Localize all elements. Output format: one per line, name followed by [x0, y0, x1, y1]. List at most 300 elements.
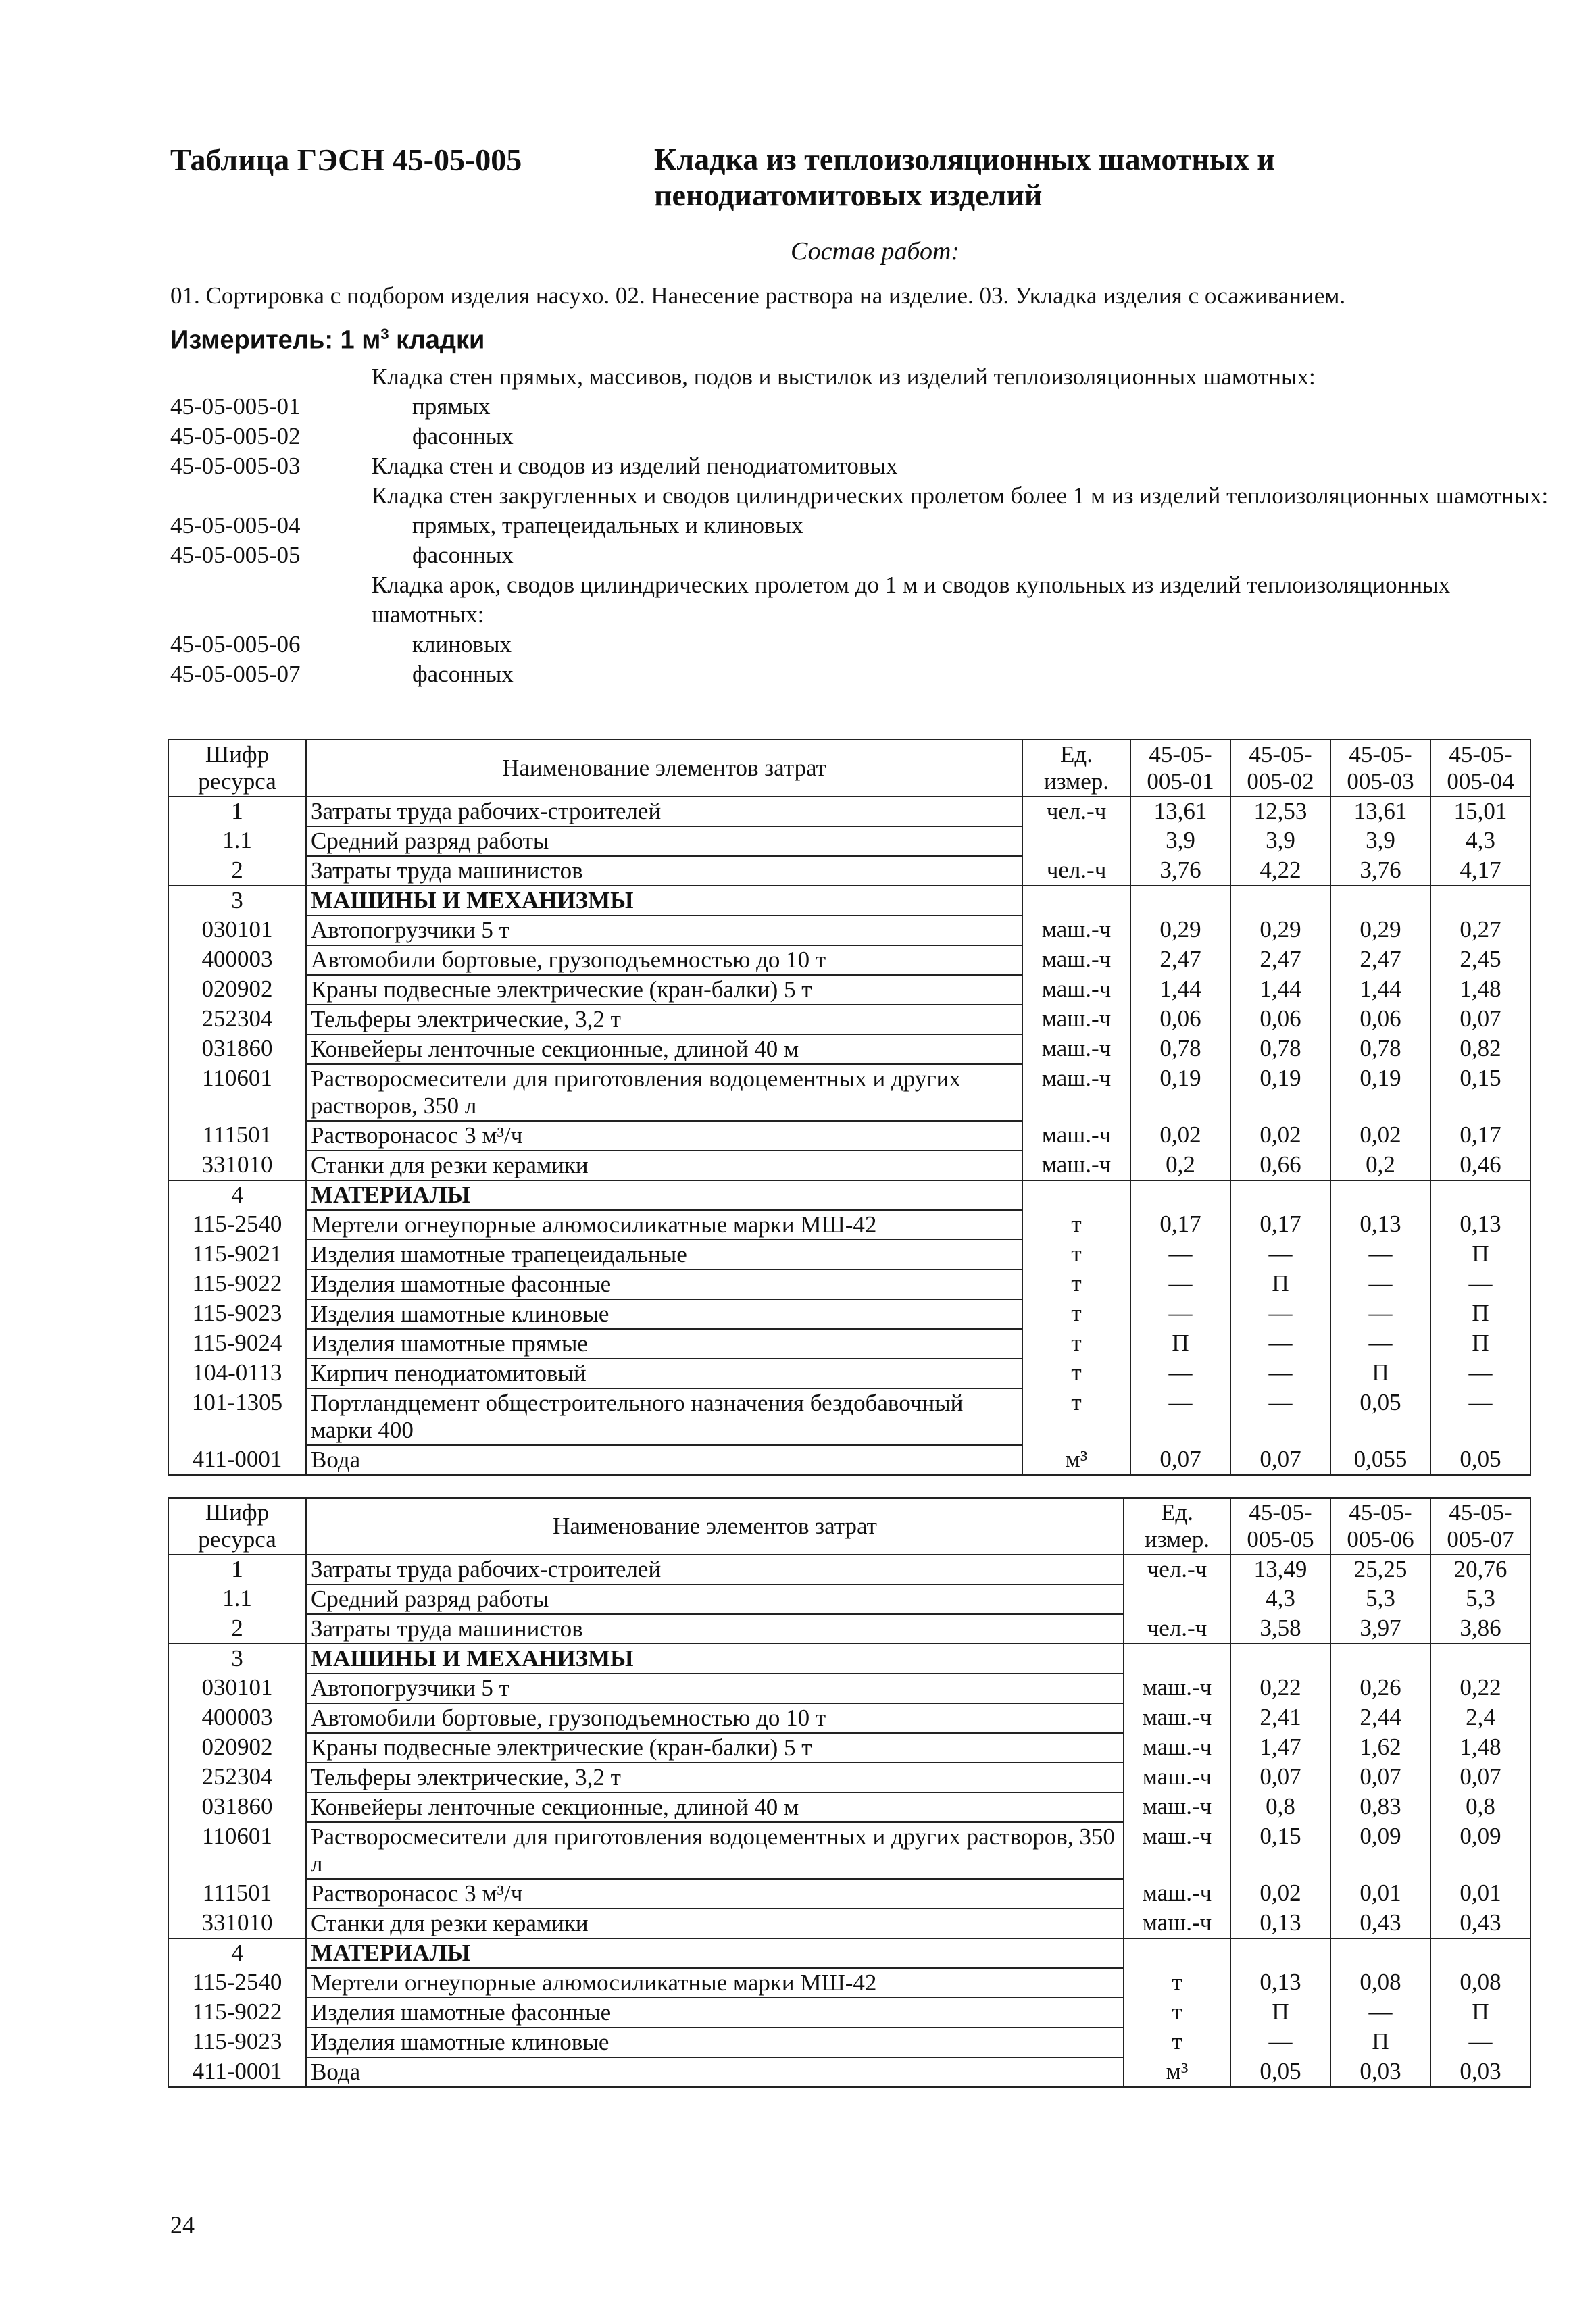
table-row: [168, 975, 1530, 1005]
norm-description: Кладка стен прямых, массивов, подов и выстилок из изделий теплоизоляционных шамотных:: [372, 363, 1316, 390]
table-title: Кладка из теплоизоляционных шамотных и пенодиатомитовых изделий: [654, 142, 1275, 212]
resource-value: 0,13: [1330, 1210, 1430, 1240]
resource-unit: маш.-ч: [1022, 1151, 1130, 1180]
resource-value: 0,055: [1330, 1445, 1430, 1475]
resource-code: 115-9022: [168, 1998, 306, 2028]
resource-code: 1: [168, 1555, 306, 1584]
header-unit: Ед. измер.: [1022, 740, 1130, 797]
resource-value: —: [1130, 1269, 1230, 1299]
resource-value: 13,49: [1230, 1555, 1330, 1584]
resource-name: Изделия шамотные фасонные: [306, 1269, 1022, 1299]
resource-value: [1330, 1644, 1430, 1674]
measure-label: Измеритель: 1 м: [170, 326, 381, 355]
table-row: [168, 1998, 1530, 2028]
resource-code: 400003: [168, 1703, 306, 1733]
resource-value: П: [1230, 1998, 1330, 2028]
resource-value: 0,15: [1230, 1822, 1330, 1879]
table-code-title: Таблица ГЭСН 45-05-005: [170, 143, 522, 177]
table-row: [168, 1210, 1530, 1240]
resource-unit: маш.-ч: [1022, 945, 1130, 975]
header-code: Шифр ресурса: [168, 1498, 306, 1555]
resource-unit: маш.-ч: [1022, 915, 1130, 945]
resource-unit: [1022, 826, 1130, 856]
resource-name: Затраты труда рабочих-строителей: [306, 1555, 1124, 1584]
table-row: [168, 1968, 1530, 1998]
resource-value: 0,07: [1130, 1445, 1230, 1475]
resource-unit: маш.-ч: [1022, 1121, 1130, 1151]
resource-value: 0,78: [1230, 1034, 1330, 1064]
resource-name: Затраты труда машинистов: [306, 1614, 1124, 1644]
header-col: 45-05-005-05: [1230, 1498, 1330, 1555]
resource-value: —: [1230, 1329, 1330, 1359]
resource-code: 115-2540: [168, 1210, 306, 1240]
table-row: [168, 1240, 1530, 1269]
resource-value: 0,13: [1430, 1210, 1530, 1240]
resource-unit: маш.-ч: [1022, 1034, 1130, 1064]
resource-code: 411-0001: [168, 1445, 306, 1475]
resource-unit: чел.-ч: [1124, 1555, 1230, 1584]
norm-code: 45-05-005-07: [170, 661, 301, 687]
resource-value: 0,46: [1430, 1151, 1530, 1180]
resource-value: П: [1230, 1269, 1330, 1299]
resource-value: 0,09: [1330, 1822, 1430, 1879]
description-row: [170, 392, 1562, 422]
resource-name: МАШИНЫ И МЕХАНИЗМЫ: [306, 1644, 1124, 1674]
table-row: [168, 1674, 1530, 1703]
norm-description: фасонных: [412, 542, 514, 568]
resource-value: 0,07: [1430, 1763, 1530, 1792]
resource-name: Затраты труда рабочих-строителей: [306, 797, 1022, 826]
resource-code: 1.1: [168, 826, 306, 856]
resource-code: 252304: [168, 1005, 306, 1034]
table-row: [168, 1792, 1530, 1822]
resource-value: [1430, 1180, 1530, 1210]
resource-name: Краны подвесные электрические (кран-балки) 5 т: [306, 1733, 1124, 1763]
resource-code: 2: [168, 856, 306, 886]
description-row: [170, 481, 1562, 511]
resource-code: 252304: [168, 1763, 306, 1792]
resource-value: —: [1230, 1388, 1330, 1445]
resource-unit: т: [1022, 1269, 1130, 1299]
table-row: [168, 1614, 1530, 1644]
header-code: Шифр ресурса: [168, 740, 306, 797]
norm-code: 45-05-005-04: [170, 512, 301, 538]
resource-code: 115-9022: [168, 1269, 306, 1299]
resource-value: 0,07: [1230, 1763, 1330, 1792]
table-header: [168, 1498, 1530, 1555]
norm-description: Кладка стен и сводов из изделий пенодиатомитовых: [372, 453, 898, 479]
resource-value: 0,17: [1130, 1210, 1230, 1240]
header-col: 45-05-005-04: [1430, 740, 1530, 797]
resource-code: 104-0113: [168, 1359, 306, 1388]
table-row: [168, 1879, 1530, 1909]
header-col: 45-05-005-02: [1230, 740, 1330, 797]
resource-unit: маш.-ч: [1124, 1822, 1230, 1879]
resource-value: П: [1430, 1240, 1530, 1269]
measure-unit: [170, 326, 484, 355]
resource-value: 0,19: [1130, 1064, 1230, 1121]
norm-code: 45-05-005-01: [170, 393, 301, 420]
resource-unit: чел.-ч: [1124, 1614, 1230, 1644]
resource-value: 1,48: [1430, 975, 1530, 1005]
resource-code: 331010: [168, 1151, 306, 1180]
resource-value: 2,45: [1430, 945, 1530, 975]
resource-name: Растворонасос 3 м³/ч: [306, 1879, 1124, 1909]
description-row: [170, 362, 1562, 392]
resource-name: Изделия шамотные клиновые: [306, 2028, 1124, 2057]
norm-description: Кладка стен закругленных и сводов цилиндрических пролетом более 1 м из изделий теплоизоляционных шамотных:: [372, 482, 1549, 509]
resource-code: 411-0001: [168, 2057, 306, 2087]
resource-name: МАТЕРИАЛЫ: [306, 1180, 1022, 1210]
resource-code: 1: [168, 797, 306, 826]
resource-value: —: [1430, 1388, 1530, 1445]
resource-code: 4: [168, 1938, 306, 1968]
table-row: [168, 2028, 1530, 2057]
resource-code: 111501: [168, 1121, 306, 1151]
resource-value: 2,4: [1430, 1703, 1530, 1733]
resource-unit: т: [1022, 1329, 1130, 1359]
resource-value: П: [1130, 1329, 1230, 1359]
resource-name: Тельферы электрические, 3,2 т: [306, 1005, 1022, 1034]
resource-value: [1230, 1644, 1330, 1674]
resource-name: Растворосмесители для приготовления водоцементных и других растворов, 350 л: [306, 1064, 1022, 1121]
resource-value: П: [1330, 1359, 1430, 1388]
resource-name: Вода: [306, 2057, 1124, 2087]
resource-unit: маш.-ч: [1124, 1674, 1230, 1703]
resource-value: —: [1430, 2028, 1530, 2057]
resource-name: Мертели огнеупорные алюмосиликатные марки МШ-42: [306, 1968, 1124, 1998]
resource-unit: [1124, 1644, 1230, 1674]
resource-value: 3,76: [1130, 856, 1230, 886]
header-col: 45-05-005-07: [1430, 1498, 1530, 1555]
resource-value: П: [1330, 2028, 1430, 2057]
resource-value: 0,8: [1230, 1792, 1330, 1822]
resource-unit: т: [1022, 1359, 1130, 1388]
resource-value: 0,01: [1430, 1879, 1530, 1909]
norm-description: Кладка арок, сводов цилиндрических пролетом до 1 м и сводов купольных из изделий теплоизоляционных шамотных:: [372, 572, 1451, 628]
resource-value: 3,9: [1330, 826, 1430, 856]
table-row: [168, 1555, 1530, 1584]
table-row: [168, 1151, 1530, 1180]
resource-code: 031860: [168, 1034, 306, 1064]
table-row: [168, 1763, 1530, 1792]
resource-value: 0,2: [1130, 1151, 1230, 1180]
table-row: [168, 1445, 1530, 1475]
table-row: [168, 1644, 1530, 1674]
resource-value: 2,44: [1330, 1703, 1430, 1733]
resource-unit: чел.-ч: [1022, 797, 1130, 826]
measure-sup: 3: [380, 326, 389, 343]
resource-value: 1,44: [1330, 975, 1430, 1005]
resource-unit: м³: [1124, 2057, 1230, 2087]
resource-name: МАШИНЫ И МЕХАНИЗМЫ: [306, 886, 1022, 915]
resource-value: 0,02: [1330, 1121, 1430, 1151]
resource-code: 115-9024: [168, 1329, 306, 1359]
resource-value: 0,17: [1430, 1121, 1530, 1151]
norm-description: прямых: [412, 393, 491, 420]
resource-code: 4: [168, 1180, 306, 1210]
table-row: [168, 826, 1530, 856]
resource-value: 1,48: [1430, 1733, 1530, 1763]
description-row: [170, 511, 1562, 540]
resource-value: 0,26: [1330, 1674, 1430, 1703]
resource-value: 0,29: [1130, 915, 1230, 945]
work-operations: 01. Сортировка с подбором изделия насухо. 02. Нанесение раствора на изделие. 03. Укладка изделия с осаживанием.: [170, 282, 1346, 309]
resource-value: 0,08: [1430, 1968, 1530, 1998]
resource-name: Краны подвесные электрические (кран-балки) 5 т: [306, 975, 1022, 1005]
resource-value: 0,07: [1230, 1445, 1330, 1475]
resource-code: 1.1: [168, 1584, 306, 1614]
resource-value: —: [1130, 1240, 1230, 1269]
table-row: [168, 886, 1530, 915]
table-row: [168, 1180, 1530, 1210]
resource-value: 0,07: [1430, 1005, 1530, 1034]
norm-description: клиновых: [412, 631, 512, 657]
resource-unit: [1022, 886, 1130, 915]
resource-value: 13,61: [1130, 797, 1230, 826]
resource-value: —: [1230, 2028, 1330, 2057]
resource-value: —: [1430, 1269, 1530, 1299]
resource-table-1: [168, 739, 1531, 1476]
resource-unit: т: [1124, 1968, 1230, 1998]
resource-table-2: [168, 1497, 1531, 2088]
resource-value: —: [1230, 1299, 1330, 1329]
resource-name: Конвейеры ленточные секционные, длиной 40 м: [306, 1034, 1022, 1064]
resource-name: Автомобили бортовые, грузоподъемностью до 10 т: [306, 1703, 1124, 1733]
resource-value: П: [1430, 1998, 1530, 2028]
resource-value: 3,58: [1230, 1614, 1330, 1644]
description-row: [170, 570, 1562, 630]
resource-name: Изделия шамотные трапецеидальные: [306, 1240, 1022, 1269]
resource-value: 0,13: [1230, 1968, 1330, 1998]
resource-unit: маш.-ч: [1124, 1763, 1230, 1792]
resource-value: 2,47: [1330, 945, 1430, 975]
resource-value: 5,3: [1330, 1584, 1430, 1614]
resource-unit: [1022, 1180, 1130, 1210]
resource-value: [1130, 1180, 1230, 1210]
resource-value: 0,27: [1430, 915, 1530, 945]
table-row: [168, 1733, 1530, 1763]
resource-unit: т: [1022, 1210, 1130, 1240]
resource-value: 0,06: [1330, 1005, 1430, 1034]
norm-code: 45-05-005-03: [170, 453, 301, 479]
resource-code: 030101: [168, 1674, 306, 1703]
table-row: [168, 1584, 1530, 1614]
resource-name: МАТЕРИАЛЫ: [306, 1938, 1124, 1968]
resource-name: Изделия шамотные фасонные: [306, 1998, 1124, 2028]
resource-value: 0,17: [1230, 1210, 1330, 1240]
resource-name: Портландцемент общестроительного назначения бездобавочный марки 400: [306, 1388, 1022, 1445]
resource-name: Изделия шамотные прямые: [306, 1329, 1022, 1359]
resource-value: [1230, 1180, 1330, 1210]
resource-value: 0,05: [1430, 1445, 1530, 1475]
resource-value: 1,62: [1330, 1733, 1430, 1763]
resource-value: 0,05: [1230, 2057, 1330, 2087]
resource-unit: маш.-ч: [1124, 1733, 1230, 1763]
resource-value: [1130, 886, 1230, 915]
table-row: [168, 1329, 1530, 1359]
description-row: [170, 451, 1562, 481]
header-col: 45-05-005-01: [1130, 740, 1230, 797]
resource-value: 0,01: [1330, 1879, 1430, 1909]
resource-unit: чел.-ч: [1022, 856, 1130, 886]
table-row: [168, 797, 1530, 826]
resource-value: 0,13: [1230, 1909, 1330, 1938]
resource-value: 0,02: [1230, 1879, 1330, 1909]
resource-value: 0,8: [1430, 1792, 1530, 1822]
resource-value: 0,2: [1330, 1151, 1430, 1180]
resource-code: 111501: [168, 1879, 306, 1909]
resource-value: —: [1330, 1299, 1430, 1329]
resource-value: 0,78: [1130, 1034, 1230, 1064]
resource-unit: маш.-ч: [1124, 1909, 1230, 1938]
resource-value: 20,76: [1430, 1555, 1530, 1584]
measure-tail: кладки: [389, 326, 485, 355]
description-row: [170, 659, 1562, 689]
resource-value: —: [1330, 1329, 1430, 1359]
resource-code: 110601: [168, 1064, 306, 1121]
resource-code: 030101: [168, 915, 306, 945]
resource-code: 031860: [168, 1792, 306, 1822]
norm-description: фасонных: [412, 423, 514, 449]
work-composition-label: Состав работ:: [791, 237, 960, 266]
resource-unit: маш.-ч: [1124, 1879, 1230, 1909]
resource-code: 020902: [168, 1733, 306, 1763]
resource-value: 0,22: [1430, 1674, 1530, 1703]
table-row: [168, 1064, 1530, 1121]
resource-name: Мертели огнеупорные алюмосиликатные марки МШ-42: [306, 1210, 1022, 1240]
resource-value: 4,17: [1430, 856, 1530, 886]
table-row: [168, 1909, 1530, 1938]
resource-value: 0,43: [1430, 1909, 1530, 1938]
table-row: [168, 1299, 1530, 1329]
resource-value: [1230, 1938, 1330, 1968]
resource-value: —: [1230, 1359, 1330, 1388]
resource-unit: маш.-ч: [1022, 1064, 1130, 1121]
resource-value: 5,3: [1430, 1584, 1530, 1614]
resource-value: —: [1430, 1359, 1530, 1388]
resource-value: 0,22: [1230, 1674, 1330, 1703]
resource-unit: маш.-ч: [1124, 1792, 1230, 1822]
norm-code: 45-05-005-02: [170, 423, 301, 449]
resource-name: Станки для резки керамики: [306, 1151, 1022, 1180]
description-row: [170, 540, 1562, 570]
resource-value: 3,9: [1230, 826, 1330, 856]
resource-value: П: [1430, 1299, 1530, 1329]
resource-value: 0,06: [1130, 1005, 1230, 1034]
resource-value: [1230, 886, 1330, 915]
resource-name: Тельферы электрические, 3,2 т: [306, 1763, 1124, 1792]
resource-value: 2,47: [1130, 945, 1230, 975]
resource-value: 2,41: [1230, 1703, 1330, 1733]
resource-value: 0,07: [1330, 1763, 1430, 1792]
resource-code: 3: [168, 1644, 306, 1674]
resource-value: 3,86: [1430, 1614, 1530, 1644]
norm-description: фасонных: [412, 661, 514, 687]
resource-value: 3,9: [1130, 826, 1230, 856]
norm-code: [170, 570, 372, 630]
resource-value: 0,06: [1230, 1005, 1330, 1034]
resource-name: Автомобили бортовые, грузоподъемностью до 10 т: [306, 945, 1022, 975]
table-row: [168, 915, 1530, 945]
resource-value: 4,3: [1230, 1584, 1330, 1614]
resource-unit: т: [1124, 2028, 1230, 2057]
resource-name: Кирпич пенодиатомитовый: [306, 1359, 1022, 1388]
resource-code: 2: [168, 1614, 306, 1644]
description-row: [170, 422, 1562, 451]
page-number: 24: [170, 2211, 195, 2238]
resource-unit: м³: [1022, 1445, 1130, 1475]
resource-value: 1,44: [1130, 975, 1230, 1005]
resource-value: 0,03: [1330, 2057, 1430, 2087]
resource-value: 0,82: [1430, 1034, 1530, 1064]
resource-name: Средний разряд работы: [306, 826, 1022, 856]
norm-code: [170, 481, 372, 511]
table-row: [168, 1822, 1530, 1879]
resource-value: 2,47: [1230, 945, 1330, 975]
resource-value: 0,43: [1330, 1909, 1430, 1938]
table-row: [168, 1269, 1530, 1299]
resource-unit: маш.-ч: [1022, 1005, 1130, 1034]
resource-value: [1330, 1938, 1430, 1968]
resource-value: 15,01: [1430, 797, 1530, 826]
resource-value: [1430, 886, 1530, 915]
resource-value: 0,09: [1430, 1822, 1530, 1879]
resource-value: 0,03: [1430, 2057, 1530, 2087]
resource-unit: [1124, 1938, 1230, 1968]
table-row: [168, 1703, 1530, 1733]
table-row: [168, 856, 1530, 886]
resource-name: Растворосмесители для приготовления водоцементных и других растворов, 350 л: [306, 1822, 1124, 1879]
resource-unit: т: [1022, 1240, 1130, 1269]
resource-code: 110601: [168, 1822, 306, 1879]
resource-value: 13,61: [1330, 797, 1430, 826]
resource-value: 0,15: [1430, 1064, 1530, 1121]
resource-code: 331010: [168, 1909, 306, 1938]
resource-unit: маш.-ч: [1022, 975, 1130, 1005]
table-row: [168, 1938, 1530, 1968]
resource-value: 0,19: [1330, 1064, 1430, 1121]
resource-value: —: [1130, 1388, 1230, 1445]
resource-value: —: [1330, 1998, 1430, 2028]
table-row: [168, 1034, 1530, 1064]
resource-value: 4,22: [1230, 856, 1330, 886]
resource-value: 3,76: [1330, 856, 1430, 886]
resource-unit: т: [1022, 1299, 1130, 1329]
resource-value: 12,53: [1230, 797, 1330, 826]
resource-unit: т: [1124, 1998, 1230, 2028]
resource-name: Автопогрузчики 5 т: [306, 915, 1022, 945]
norm-code: [170, 362, 372, 392]
resource-value: —: [1130, 1359, 1230, 1388]
resource-value: 0,78: [1330, 1034, 1430, 1064]
resource-value: 0,29: [1330, 915, 1430, 945]
table-row: [168, 1121, 1530, 1151]
resource-unit: т: [1022, 1388, 1130, 1445]
header-unit: Ед. измер.: [1124, 1498, 1230, 1555]
resource-name: Изделия шамотные клиновые: [306, 1299, 1022, 1329]
resource-unit: [1124, 1584, 1230, 1614]
resource-value: 3,97: [1330, 1614, 1430, 1644]
resource-value: [1430, 1644, 1530, 1674]
resource-code: 115-9023: [168, 1299, 306, 1329]
resource-code: 115-9021: [168, 1240, 306, 1269]
resource-value: [1330, 886, 1430, 915]
resource-code: 115-9023: [168, 2028, 306, 2057]
norm-descriptions: [170, 362, 1562, 689]
table-row: [168, 1388, 1530, 1445]
resource-value: 0,02: [1230, 1121, 1330, 1151]
